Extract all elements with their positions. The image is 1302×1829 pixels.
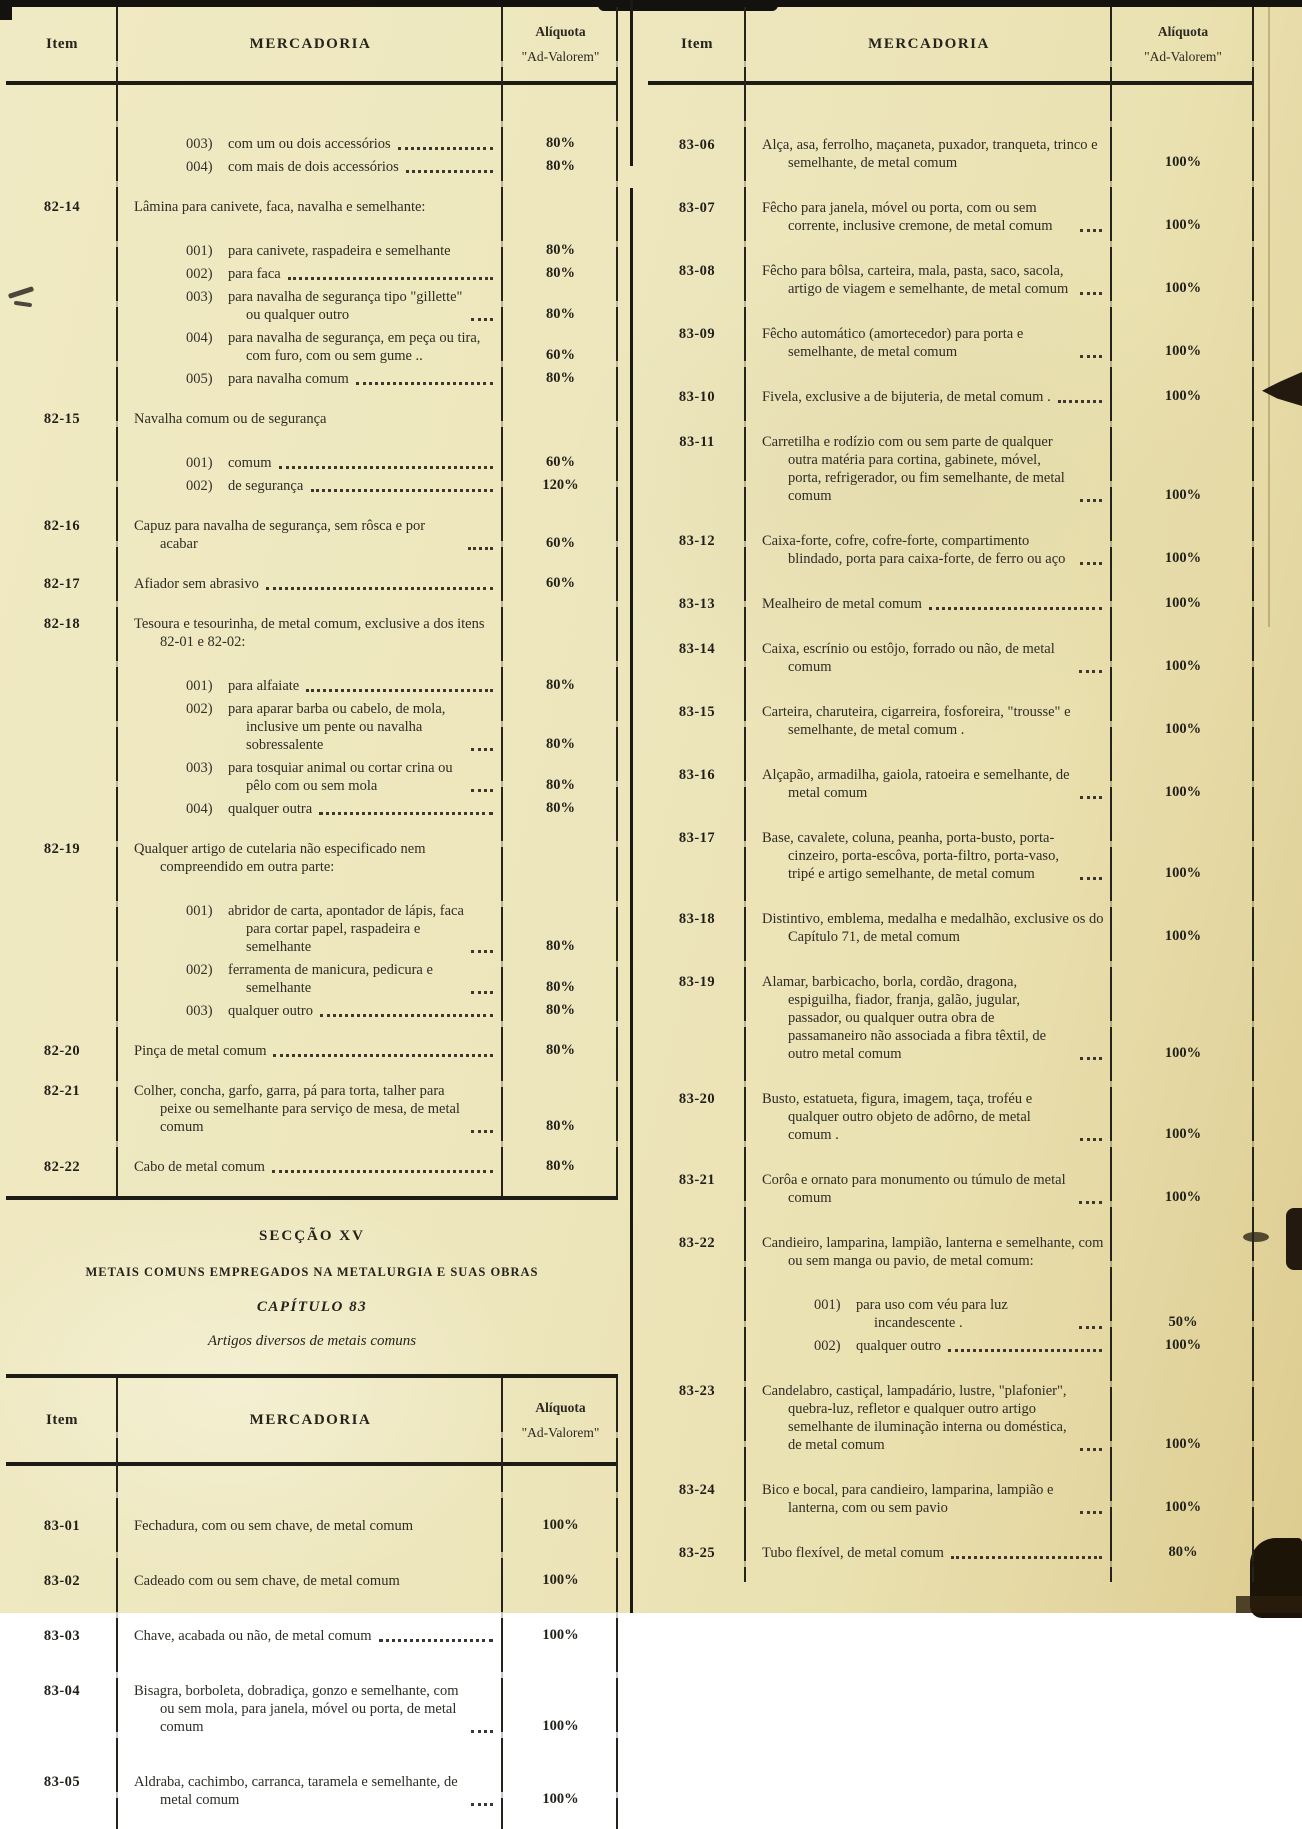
merchandise-description: Capuz para navalha de segurança, sem rôsca e por acabar	[134, 518, 426, 552]
ad-valorem-rate: 100%	[1164, 784, 1202, 800]
merchandise-description: para canivete, raspadeira e semelhante	[228, 243, 451, 259]
ad-valorem-rate: 100%	[1164, 1045, 1202, 1061]
tariff-row	[648, 973, 1254, 1063]
merchandise-description: Caixa, escrínio ou estôjo, forrado ou não, de metal comum	[762, 641, 1055, 675]
merchandise-description: qualquer outra	[228, 801, 313, 817]
tariff-row	[648, 1382, 1254, 1454]
merchandise-description: com um ou dois accessórios	[228, 136, 391, 152]
tariff-row	[648, 199, 1254, 235]
item-code: 83-22	[678, 1235, 716, 1251]
ad-valorem-rate: 100%	[1164, 154, 1202, 170]
merchandise-description: para uso com véu para luz incandescente .	[856, 1297, 1008, 1331]
right-column	[648, 7, 1254, 1582]
column-divider-line	[630, 0, 633, 1613]
tariff-row	[6, 158, 618, 176]
header-aliquota-line1: Alíquota	[535, 23, 586, 39]
tariff-row	[6, 677, 618, 695]
ad-valorem-rate: 80%	[546, 938, 575, 954]
ad-valorem-rate: 100%	[1164, 658, 1202, 674]
ad-valorem-rate: 100%	[1164, 550, 1202, 566]
ad-valorem-rate: 100%	[542, 1627, 579, 1643]
header-aliquota-line1: Alíquota	[1157, 23, 1209, 39]
merchandise-description: para faca	[228, 266, 281, 282]
item-code: 82-16	[43, 518, 81, 534]
ad-valorem-rate: 100%	[1164, 928, 1202, 944]
merchandise-description: comum	[228, 455, 272, 471]
ad-valorem-rate: 100%	[542, 1791, 579, 1807]
tariff-row	[6, 1517, 618, 1535]
merchandise-description: Candelabro, castiçal, lampadário, lustre, "plafonier", quebra-luz, refletor e qualquer outro artigo semelhante de iluminação interna ou doméstica, de metal comum	[762, 1383, 1067, 1453]
ad-valorem-rate: 80%	[546, 306, 575, 322]
ad-valorem-rate: 100%	[1164, 217, 1202, 233]
merchandise-description: para navalha de segurança, em peça ou tira, com furo, com ou sem gume ..	[228, 330, 481, 364]
merchandise-description: Distintivo, emblema, medalha e medalhão, exclusive os do Capítulo 71, de metal comum	[762, 911, 1104, 945]
item-code: 83-18	[678, 911, 716, 927]
column-rule	[1110, 7, 1112, 1582]
item-code: 82-21	[43, 1083, 81, 1099]
item-code: 83-03	[43, 1628, 81, 1644]
merchandise-description: Aldraba, cachimbo, carranca, taramela e semelhante, de metal comum	[134, 1774, 458, 1808]
dotted-leader	[1080, 354, 1102, 358]
scan-artifact-blot	[1286, 1208, 1302, 1270]
table-header	[6, 1378, 618, 1466]
ad-valorem-rate: 60%	[546, 454, 575, 470]
merchandise-description: qualquer outro	[228, 1003, 313, 1019]
ad-valorem-rate: 100%	[542, 1517, 579, 1533]
merchandise-description: Colher, concha, garfo, garra, pá para torta, talher para peixe ou semelhante para serviço de mesa, de metal comum	[134, 1083, 460, 1135]
merchandise-description: Bico e bocal, para candieiro, lamparina, lampião e lanterna, com ou sem pavio	[762, 1482, 1054, 1516]
merchandise-description: Candieiro, lamparina, lampião, lanterna e semelhante, com ou sem manga ou pavio, de metal comum:	[762, 1235, 1104, 1269]
table-rows	[6, 85, 618, 1196]
merchandise-description: Cabo de metal comum	[134, 1159, 265, 1175]
item-code: 83-09	[678, 326, 716, 342]
merchandise-description: Base, cavalete, coluna, peanha, porta-busto, porta-cinzeiro, porta-escôva, porta-filtro, porta-vaso, tripé e artigo semelhante, de metal comum	[762, 830, 1059, 882]
ad-valorem-rate: 100%	[1164, 1337, 1202, 1353]
sub-item-number: 004)	[186, 801, 213, 817]
header-aliquota-line2: "Ad-Valorem"	[521, 1424, 600, 1440]
dotted-leader	[471, 1802, 493, 1806]
ad-valorem-rate: 100%	[1164, 1436, 1202, 1452]
section-heading-block	[6, 1200, 618, 1374]
dotted-leader	[319, 811, 493, 815]
dotted-leader	[471, 747, 493, 751]
tariff-table-chapter-82	[6, 7, 618, 1200]
ad-valorem-rate: 100%	[1164, 280, 1202, 296]
ad-valorem-rate: 100%	[1164, 865, 1202, 881]
tariff-row	[648, 766, 1254, 802]
dotted-leader	[471, 1129, 493, 1133]
header-item: Item	[46, 35, 78, 52]
ad-valorem-rate: 100%	[542, 1572, 579, 1588]
header-aliquota	[503, 7, 618, 81]
tariff-row	[6, 1627, 618, 1645]
header-item: Item	[46, 1411, 78, 1428]
tariff-row	[648, 829, 1254, 883]
merchandise-description: Mealheiro de metal comum	[762, 596, 922, 612]
sub-item-number: 002)	[186, 266, 213, 282]
dotted-leader	[379, 1638, 493, 1642]
dotted-leader	[948, 1348, 1102, 1352]
column-rule	[616, 1378, 618, 1829]
tariff-row	[648, 910, 1254, 946]
ad-valorem-rate: 100%	[1164, 595, 1202, 611]
dotted-leader	[929, 606, 1102, 610]
ad-valorem-rate: 50%	[1168, 1314, 1198, 1330]
sub-item-number: 001)	[186, 903, 213, 919]
sub-item-number: 003)	[186, 1003, 213, 1019]
tariff-row	[6, 1158, 618, 1176]
ad-valorem-rate: 120%	[542, 477, 579, 493]
item-code: 83-11	[679, 434, 715, 450]
merchandise-description: ferramenta de manicura, pedicura e semelhante	[228, 962, 433, 996]
merchandise-description: Fêcho automático (amortecedor) para porta e semelhante, de metal comum	[762, 326, 1024, 360]
merchandise-description: Bisagra, borboleta, dobradiça, gonzo e semelhante, com ou sem mola, para janela, móvel ou porta, de metal comum	[134, 1683, 459, 1735]
left-column	[6, 7, 618, 1829]
tariff-row	[648, 1296, 1254, 1332]
tariff-row	[648, 1171, 1254, 1207]
merchandise-description: Fivela, exclusive a de bijuteria, de metal comum .	[762, 389, 1051, 405]
dotted-leader	[1080, 228, 1102, 232]
sub-item-number: 002)	[186, 962, 213, 978]
tariff-row	[6, 265, 618, 283]
sub-item-number: 002)	[814, 1338, 841, 1354]
dotted-leader	[272, 1169, 493, 1173]
sub-item-number: 001)	[186, 243, 213, 259]
merchandise-description: para aparar barba ou cabelo, de mola, inclusive um pente ou navalha sobressalente	[228, 701, 446, 753]
merchandise-description: Qualquer artigo de cutelaria não especificado nem compreendido em outra parte:	[134, 841, 426, 875]
merchandise-description: Busto, estatueta, figura, imagem, taça, troféu e qualquer outro objeto de adôrno, de metal comum .	[762, 1091, 1033, 1143]
dotted-leader	[356, 381, 493, 385]
table-rows	[6, 1466, 618, 1829]
merchandise-description: com mais de dois accessórios	[228, 159, 399, 175]
table-header	[648, 7, 1254, 85]
sub-item-number: 001)	[186, 455, 213, 471]
dotted-leader	[468, 546, 493, 550]
dotted-leader	[273, 1053, 493, 1057]
column-rule	[116, 7, 118, 1196]
column-rule	[744, 7, 746, 1582]
item-code: 82-17	[43, 576, 81, 592]
item-code: 83-06	[678, 137, 716, 153]
header-aliquota-line2: "Ad-Valorem"	[1144, 48, 1222, 64]
tariff-row	[648, 136, 1254, 172]
column-rule	[501, 1378, 503, 1829]
sub-item-number: 005)	[186, 371, 213, 387]
tariff-row	[6, 329, 618, 365]
dotted-leader	[471, 990, 493, 994]
dotted-leader	[1080, 1510, 1102, 1514]
sub-item-number: 002)	[186, 478, 213, 494]
sub-item-number: 003)	[186, 760, 213, 776]
merchandise-description: Alça, asa, ferrolho, maçaneta, puxador, tranqueta, trinco e semelhante, de metal comum	[762, 137, 1098, 171]
tariff-row	[6, 198, 618, 216]
ad-valorem-rate: 80%	[546, 135, 575, 151]
merchandise-description: para navalha de segurança tipo "gillette" ou qualquer outro	[228, 289, 463, 323]
tariff-row	[648, 703, 1254, 739]
item-code: 83-02	[43, 1573, 81, 1589]
merchandise-description: Afiador sem abrasivo	[134, 576, 259, 592]
tariff-row	[6, 288, 618, 324]
merchandise-description: Alçapão, armadilha, gaiola, ratoeira e semelhante, de metal comum	[762, 767, 1070, 801]
tariff-row	[6, 902, 618, 956]
ad-valorem-rate: 80%	[546, 736, 575, 752]
tariff-row	[648, 1234, 1254, 1270]
merchandise-description: qualquer outro	[856, 1338, 941, 1354]
dotted-leader	[320, 1013, 493, 1017]
tariff-row	[648, 1090, 1254, 1144]
merchandise-description: Tubo flexível, de metal comum	[762, 1545, 944, 1561]
merchandise-description: abridor de carta, apontador de lápis, faca para cortar papel, raspadeira e semelhante	[228, 903, 464, 955]
dotted-leader	[1080, 561, 1102, 565]
dotted-leader	[1080, 498, 1102, 502]
dotted-leader	[398, 146, 493, 150]
header-item: Item	[681, 35, 713, 52]
header-aliquota	[1112, 7, 1254, 81]
dotted-leader	[406, 169, 493, 173]
item-code: 83-01	[43, 1518, 81, 1534]
header-aliquota	[503, 1378, 618, 1462]
item-code: 83-19	[678, 974, 716, 990]
tariff-row	[6, 759, 618, 795]
ad-valorem-rate: 80%	[546, 370, 575, 386]
tariff-row	[6, 370, 618, 388]
item-code: 83-23	[678, 1383, 716, 1399]
ad-valorem-rate: 80%	[546, 1002, 575, 1018]
tariff-row	[648, 595, 1254, 613]
merchandise-description: Pinça de metal comum	[134, 1043, 267, 1059]
item-code: 83-07	[678, 200, 716, 216]
dotted-leader	[471, 949, 493, 953]
tariff-row	[6, 410, 618, 428]
sub-item-number: 004)	[186, 159, 213, 175]
tariff-row	[648, 388, 1254, 406]
merchandise-description: Corôa e ornato para monumento ou túmulo de metal comum	[762, 1172, 1066, 1206]
merchandise-description: Fechadura, com ou sem chave, de metal comum	[134, 1518, 414, 1534]
sub-item-number: 003)	[186, 136, 213, 152]
tariff-row	[6, 1773, 618, 1809]
column-rule	[616, 7, 618, 1196]
tariff-row	[6, 1042, 618, 1060]
merchandise-description: para alfaiate	[228, 678, 300, 694]
ad-valorem-rate: 100%	[542, 1718, 579, 1734]
dotted-leader	[1080, 291, 1102, 295]
merchandise-description: Cadeado com ou sem chave, de metal comum	[134, 1573, 400, 1589]
tariff-row	[6, 800, 618, 818]
header-aliquota-line2: "Ad-Valorem"	[521, 48, 600, 64]
ad-valorem-rate: 80%	[546, 1042, 575, 1058]
ad-valorem-rate: 100%	[1164, 343, 1202, 359]
merchandise-description: de segurança	[228, 478, 304, 494]
dotted-leader	[471, 1729, 493, 1733]
merchandise-description: Chave, acabada ou não, de metal comum	[134, 1628, 372, 1644]
dotted-leader	[1080, 1447, 1102, 1451]
item-code: 82-22	[43, 1159, 81, 1175]
section-subtitle: METAIS COMUNS EMPREGADOS NA METALURGIA E SUAS OBRAS	[85, 1265, 539, 1279]
tariff-row	[6, 517, 618, 553]
header-mercadoria: MERCADORIA	[868, 35, 990, 52]
sub-item-number: 003)	[186, 289, 213, 305]
ad-valorem-rate: 80%	[1168, 1544, 1198, 1560]
merchandise-description: para tosquiar animal ou cortar crina ou pêlo com ou sem mola	[228, 760, 453, 794]
column-rule	[116, 1378, 118, 1829]
item-code: 83-17	[678, 830, 716, 846]
tariff-row	[6, 615, 618, 651]
section-title: SECÇÃO XV	[259, 1228, 365, 1244]
merchandise-description: Fêcho para bôlsa, carteira, mala, pasta, saco, sacola, artigo de viagem e semelhante, de metal comum	[762, 263, 1069, 297]
merchandise-description: para navalha comum	[228, 371, 349, 387]
tariff-row	[648, 1481, 1254, 1517]
item-code: 82-15	[43, 411, 81, 427]
tariff-row	[648, 1544, 1254, 1562]
item-code: 83-21	[678, 1172, 716, 1188]
ad-valorem-rate: 80%	[546, 265, 575, 281]
item-code: 82-18	[43, 616, 81, 632]
sub-item-number: 002)	[186, 701, 213, 717]
chapter-title: CAPÍTULO 83	[256, 1299, 368, 1315]
ad-valorem-rate: 100%	[1164, 1499, 1202, 1515]
merchandise-description: Carteira, charuteira, cigarreira, fosforeira, "trousse" e semelhante, de metal comum .	[762, 704, 1071, 738]
item-code: 83-25	[678, 1545, 716, 1561]
item-code: 83-13	[678, 596, 716, 612]
merchandise-description: Lâmina para canivete, faca, navalha e semelhante:	[134, 199, 426, 215]
dotted-leader	[471, 317, 493, 321]
column-rule	[501, 7, 503, 1196]
tariff-row	[6, 961, 618, 997]
item-code: 83-14	[678, 641, 716, 657]
tariff-table-chapter-83-right	[648, 7, 1254, 1582]
merchandise-description: Carretilha e rodízio com ou sem parte de qualquer outra matéria para cortina, gabinete, móvel, porta, refrigerador, ou fim semelhante, de metal comum	[762, 434, 1065, 504]
table-rows	[648, 85, 1254, 1582]
dotted-leader	[279, 465, 494, 469]
merchandise-description: Alamar, barbicacho, borla, cordão, dragona, espiguilha, fiador, franja, galão, jugular, passador, ou qualquer outra obra de passamaneiro não associada a fibra têxtil, de outro metal comum	[762, 974, 1047, 1062]
tariff-row	[648, 262, 1254, 298]
ad-valorem-rate: 80%	[546, 677, 575, 693]
item-code: 83-08	[678, 263, 716, 279]
tariff-row	[648, 640, 1254, 676]
ad-valorem-rate: 80%	[546, 979, 575, 995]
sub-item-number: 004)	[186, 330, 213, 346]
scan-artifact-corner-blot	[1236, 1596, 1302, 1613]
ad-valorem-rate: 80%	[546, 1158, 575, 1174]
paper-crease	[1268, 7, 1270, 627]
tariff-row	[6, 700, 618, 754]
header-mercadoria: MERCADORIA	[249, 35, 372, 52]
merchandise-description: Caixa-forte, cofre, cofre-forte, compartimento blindado, porta para caixa-forte, de ferro ou aço	[762, 533, 1066, 567]
item-code: 83-16	[678, 767, 716, 783]
ad-valorem-rate: 60%	[546, 575, 575, 591]
tariff-row	[6, 454, 618, 472]
ad-valorem-rate: 100%	[1164, 388, 1202, 404]
tariff-row	[6, 135, 618, 153]
dotted-leader	[306, 688, 493, 692]
dotted-leader	[266, 586, 493, 590]
item-code: 83-12	[678, 533, 716, 549]
item-code: 83-24	[678, 1482, 716, 1498]
ad-valorem-rate: 60%	[546, 347, 575, 363]
tariff-row	[6, 1002, 618, 1020]
ad-valorem-rate: 80%	[546, 800, 575, 816]
dotted-leader	[311, 488, 493, 492]
header-aliquota-line1: Alíquota	[535, 1399, 586, 1415]
item-code: 83-10	[678, 389, 716, 405]
tariff-row	[6, 840, 618, 876]
tariff-row	[6, 242, 618, 260]
dotted-leader	[471, 788, 493, 792]
item-code: 83-04	[43, 1683, 81, 1699]
dotted-leader	[1080, 876, 1102, 880]
tariff-row	[6, 1682, 618, 1736]
item-code: 83-20	[678, 1091, 716, 1107]
ad-valorem-rate: 60%	[546, 535, 575, 551]
tariff-row	[6, 1082, 618, 1136]
table-header	[6, 7, 618, 85]
sub-item-number: 001)	[814, 1297, 841, 1313]
tariff-row	[648, 532, 1254, 568]
chapter-subtitle: Artigos diversos de metais comuns	[207, 1333, 417, 1349]
dotted-leader	[288, 276, 493, 280]
dotted-leader	[951, 1555, 1102, 1559]
column-rule	[1252, 7, 1254, 1582]
ad-valorem-rate: 100%	[1164, 1126, 1202, 1142]
tariff-row	[648, 1337, 1254, 1355]
item-code: 82-14	[43, 199, 81, 215]
ad-valorem-rate: 100%	[1164, 1189, 1202, 1205]
item-code: 82-19	[43, 841, 81, 857]
ad-valorem-rate: 80%	[546, 1118, 575, 1134]
ad-valorem-rate: 80%	[546, 158, 575, 174]
tariff-row	[6, 477, 618, 495]
tariff-row	[6, 575, 618, 593]
tariff-table-chapter-83-left	[6, 1374, 618, 1829]
tariff-row	[6, 1572, 618, 1590]
dotted-leader	[1079, 1200, 1102, 1204]
sub-item-number: 001)	[186, 678, 213, 694]
item-code: 82-20	[43, 1043, 81, 1059]
tariff-row	[648, 433, 1254, 505]
item-code: 83-15	[678, 704, 716, 720]
dotted-leader	[1058, 399, 1102, 403]
item-code: 83-05	[43, 1774, 81, 1790]
merchandise-description: Tesoura e tesourinha, de metal comum, exclusive a dos itens 82-01 e 82-02:	[134, 616, 485, 650]
dotted-leader	[1080, 795, 1102, 799]
merchandise-description: Fêcho para janela, móvel ou porta, com ou sem corrente, inclusive cremone, de metal comum	[762, 200, 1053, 234]
merchandise-description: Navalha comum ou de segurança	[134, 411, 327, 427]
dotted-leader	[1079, 1325, 1102, 1329]
tariff-row	[648, 325, 1254, 361]
ad-valorem-rate: 100%	[1164, 487, 1202, 503]
ad-valorem-rate: 100%	[1164, 721, 1202, 737]
header-mercadoria: MERCADORIA	[249, 1411, 372, 1428]
dotted-leader	[1080, 1056, 1102, 1060]
ad-valorem-rate: 80%	[546, 777, 575, 793]
dotted-leader	[1079, 669, 1102, 673]
ad-valorem-rate: 80%	[546, 242, 575, 258]
dotted-leader	[1080, 1137, 1102, 1141]
